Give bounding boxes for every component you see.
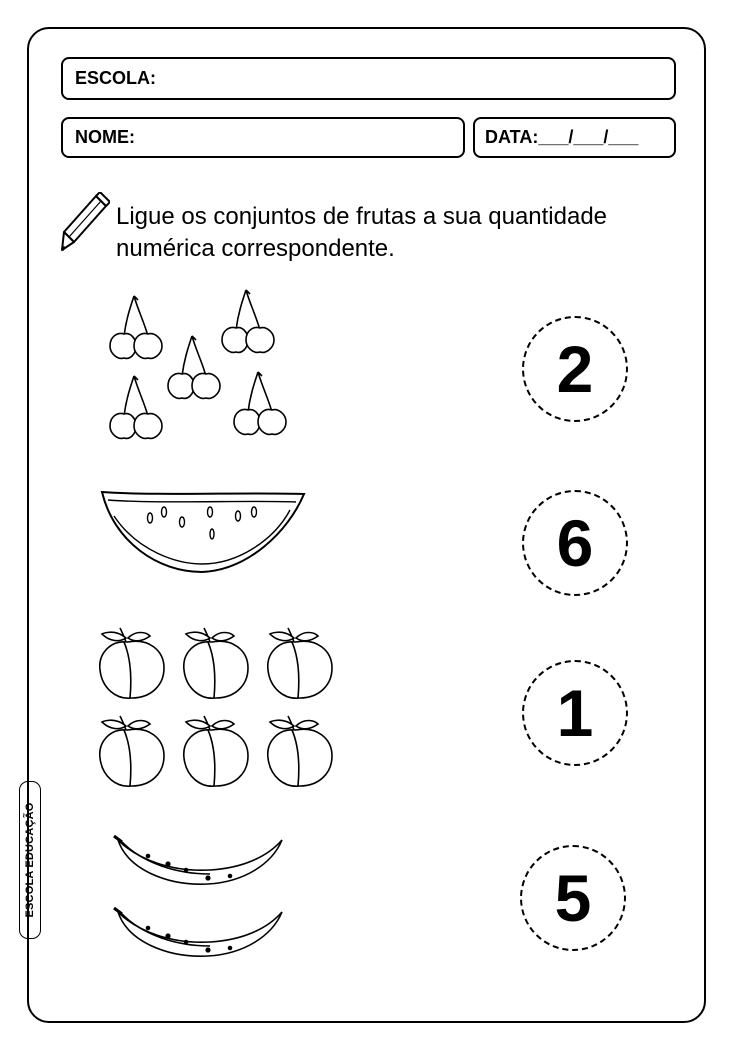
cherries-group [100, 286, 300, 446]
instruction-line-1: Ligue os conjuntos de frutas a sua quantidade [116, 203, 608, 230]
instruction-line-2: numérica correspondente. [116, 235, 395, 262]
nome-label: NOME: [75, 127, 135, 147]
instruction-text [116, 201, 696, 265]
side-brand-label: ESCOLA EDUCAÇÃO [24, 802, 36, 918]
number-label-1: 2 [556, 332, 594, 406]
cherry-pair-5 [234, 372, 286, 434]
number-circle-3[interactable] [522, 660, 628, 766]
cherry-pair-1 [110, 296, 162, 358]
data-label: DATA:___/___/___ [485, 127, 639, 147]
number-circle-4[interactable] [520, 845, 626, 951]
pencil-icon [58, 192, 110, 256]
peaches-group [92, 622, 342, 792]
escola-field[interactable] [61, 57, 676, 100]
peach-4 [100, 716, 164, 786]
banana-2 [114, 908, 282, 956]
number-circle-2[interactable] [522, 490, 628, 596]
cherry-pair-2 [222, 290, 274, 352]
side-brand-tab [19, 781, 41, 939]
bananas-group [106, 832, 292, 972]
banana-1 [114, 836, 282, 884]
cherry-pair-4 [110, 376, 162, 438]
peach-5 [184, 716, 248, 786]
number-circle-1[interactable] [522, 316, 628, 422]
peach-2 [184, 628, 248, 698]
cherry-pair-3 [168, 336, 220, 398]
number-label-2: 6 [556, 506, 594, 580]
watermelon-slice [98, 482, 308, 578]
peach-6 [268, 716, 332, 786]
peach-3 [268, 628, 332, 698]
nome-field[interactable] [61, 117, 465, 158]
data-field[interactable] [473, 117, 676, 158]
peach-1 [100, 628, 164, 698]
escola-label: ESCOLA: [75, 68, 156, 88]
number-label-3: 1 [556, 676, 594, 750]
number-label-4: 5 [554, 861, 592, 935]
